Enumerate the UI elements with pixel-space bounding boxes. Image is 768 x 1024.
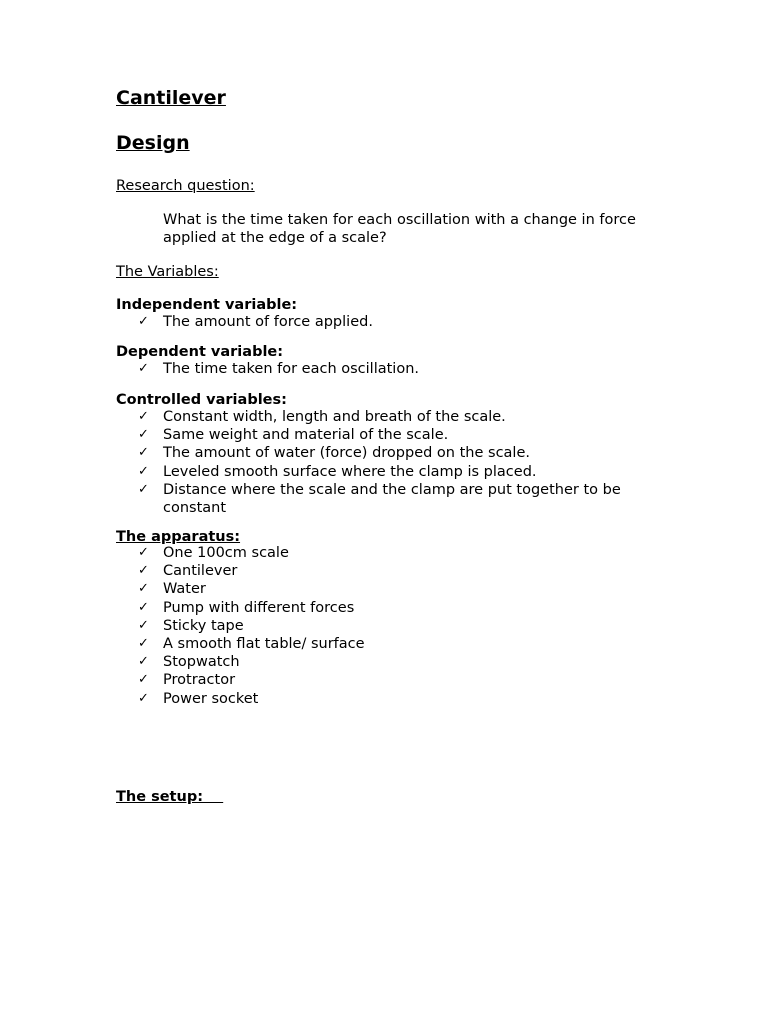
list-item-text: Pump with different forces bbox=[163, 599, 355, 616]
list-item bbox=[138, 690, 678, 708]
list-item bbox=[138, 444, 678, 462]
list-item-text: The amount of water (force) dropped on the scale. bbox=[163, 445, 530, 462]
check-mark-icon: ✓ bbox=[138, 672, 149, 688]
list-item-text: Same weight and material of the scale. bbox=[163, 427, 449, 444]
check-mark-icon: ✓ bbox=[138, 314, 149, 329]
list-item-text: The time taken for each oscillation. bbox=[163, 361, 419, 377]
list-item bbox=[138, 617, 678, 635]
list-item bbox=[138, 635, 678, 653]
list-item bbox=[138, 313, 678, 331]
list-item bbox=[138, 544, 678, 562]
list-item bbox=[138, 408, 678, 426]
list-item bbox=[138, 562, 678, 580]
check-mark-icon: ✓ bbox=[138, 361, 149, 376]
check-mark-icon: ✓ bbox=[138, 481, 149, 497]
independent-variable-list bbox=[138, 313, 678, 331]
independent-variable-heading: Independent variable: bbox=[116, 297, 298, 313]
research-question-heading: Research question: bbox=[116, 178, 255, 194]
check-mark-icon: ✓ bbox=[138, 617, 149, 633]
list-item-text: The amount of force applied. bbox=[163, 314, 373, 330]
check-mark-icon: ✓ bbox=[138, 427, 149, 443]
check-mark-icon: ✓ bbox=[138, 654, 149, 670]
document-title: Cantilever bbox=[116, 87, 226, 109]
list-item-text: Distance where the scale and the clamp are put together to be constant bbox=[163, 481, 621, 517]
check-mark-icon: ✓ bbox=[138, 581, 149, 597]
list-item-text: Cantilever bbox=[163, 563, 238, 580]
controlled-variables-heading: Controlled variables: bbox=[116, 392, 287, 408]
check-mark-icon: ✓ bbox=[138, 690, 149, 706]
list-item-text: One 100cm scale bbox=[163, 545, 289, 561]
list-item bbox=[138, 580, 678, 598]
list-item bbox=[138, 671, 678, 689]
variables-heading: The Variables: bbox=[116, 264, 219, 280]
list-item bbox=[138, 481, 678, 517]
apparatus-list bbox=[138, 544, 678, 708]
document-subtitle: Design bbox=[116, 132, 190, 154]
controlled-variables-list bbox=[138, 408, 678, 517]
check-mark-icon: ✓ bbox=[138, 636, 149, 652]
apparatus-heading: The apparatus: bbox=[116, 529, 241, 545]
dependent-variable-list bbox=[138, 360, 678, 378]
check-mark-icon: ✓ bbox=[138, 563, 149, 579]
list-item bbox=[138, 653, 678, 671]
check-mark-icon: ✓ bbox=[138, 545, 149, 560]
list-item bbox=[138, 426, 678, 444]
list-item-text: Constant width, length and breath of the scale. bbox=[163, 409, 506, 425]
check-mark-icon: ✓ bbox=[138, 445, 149, 461]
dependent-variable-heading: Dependent variable: bbox=[116, 344, 284, 360]
list-item-text: Leveled smooth surface where the clamp is placed. bbox=[163, 463, 537, 480]
list-item-text: Water bbox=[163, 581, 206, 598]
check-mark-icon: ✓ bbox=[138, 599, 149, 615]
list-item bbox=[138, 463, 678, 481]
list-item-text: A smooth flat table/ surface bbox=[163, 636, 365, 653]
list-item bbox=[138, 599, 678, 617]
setup-heading: The setup: bbox=[116, 789, 224, 805]
list-item-text: Stopwatch bbox=[163, 654, 240, 671]
list-item-text: Protractor bbox=[163, 672, 236, 689]
list-item-text: Power socket bbox=[163, 690, 259, 707]
research-question-text: What is the time taken for each oscillation with a change in force applied at the edge of a scale? bbox=[163, 212, 636, 246]
list-item bbox=[138, 360, 678, 378]
check-mark-icon: ✓ bbox=[138, 463, 149, 479]
check-mark-icon: ✓ bbox=[138, 409, 149, 424]
list-item-text: Sticky tape bbox=[163, 617, 244, 634]
